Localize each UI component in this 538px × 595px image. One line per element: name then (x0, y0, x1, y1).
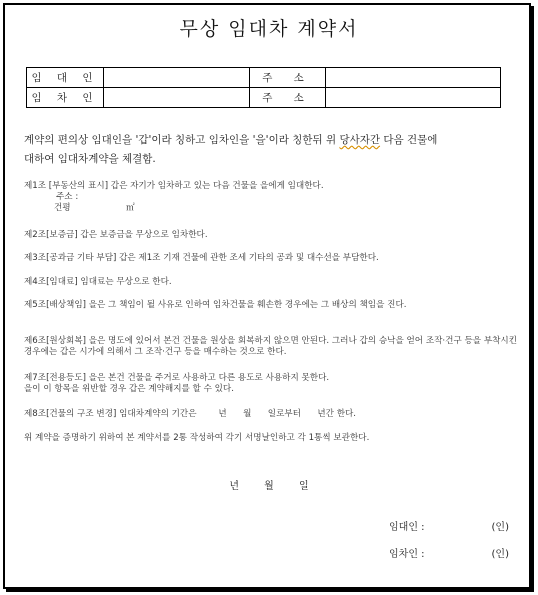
lessee-name-cell (104, 88, 250, 108)
article-1-unit: ㎡ (126, 203, 135, 213)
article-1-text: 제1조 [부동산의 표시] 갑은 자기가 임차하고 있는 다음 건물을 을에게 임대한다. (24, 181, 324, 191)
lessor-row (27, 68, 501, 88)
article-6: 제6조[원상회복] 을은 명도에 있어서 본건 건물을 원상을 회복하지 않으면 안된다. 그러나 갑의 승낙을 얻어 조작·건구 등을 부착시킨 경우에는 갑은 시가에 의해서 그 조작·건구 등을 매수하는 것으로 한다. (24, 336, 518, 357)
article-2: 제2조[보증금] 갑은 보증금을 무상으로 임차한다. (24, 230, 208, 240)
intro-text-line2: 대하여 임대차계약을 체결함. (24, 153, 156, 165)
article-1-address: 주소 : (56, 192, 79, 202)
date-line: 년 월 일 (229, 481, 309, 492)
lessee-row (27, 88, 501, 108)
lessor-signature-label: 임대인 : (389, 522, 425, 533)
article-7-line2: 을이 이 항목을 위반할 경우 갑은 계약해지를 할 수 있다. (24, 384, 234, 394)
article-4: 제4조[임대료] 임대료는 무상으로 한다. (24, 277, 172, 287)
lessor-label: 임 대 인 (27, 68, 104, 88)
article-5: 제5조[배상책임] 을은 그 책임이 될 사유로 인하여 임차건물을 훼손한 경우에는 그 배상의 책임을 진다. (24, 300, 407, 310)
lessor-address-cell (326, 68, 501, 88)
article-8: 제8조[건물의 구조 변경] 임대차계약의 기간은 년 월 일로부터 년간 한다. (24, 409, 357, 419)
article-1-building: 건평 (54, 203, 71, 213)
lessee-address-cell (326, 88, 501, 108)
lessor-name-cell (104, 68, 250, 88)
lessor-seal-mark: (인) (491, 522, 509, 533)
lessee-address-label: 주 소 (250, 88, 326, 108)
document-title: 무상 임대차 계약서 (179, 18, 359, 40)
article-3: 제3조[공과금 기타 부담] 갑은 제1조 기재 건물에 관한 조세 기타의 공과 및 대수선을 부담한다. (24, 253, 379, 263)
intro-text-2: 다음 건물에 (380, 134, 438, 146)
lessor-address-label: 주 소 (250, 68, 326, 88)
lessee-label: 임 차 인 (27, 88, 104, 108)
intro-text-1: 계약의 편의상 임대인을 '갑'이라 칭하고 임차인을 '을'이라 칭한뒤 위 (24, 134, 340, 146)
article-7-line1: 제7조[전용등도] 을은 본건 건물을 주거로 사용하고 다른 용도로 사용하지 못한다. (24, 373, 330, 383)
intro-highlight: 당사자간 (339, 134, 381, 146)
lessee-seal-mark: (인) (491, 549, 509, 560)
article-1 (24, 181, 520, 214)
article-7 (24, 373, 520, 395)
lessee-signature-label: 임차인 : (389, 549, 425, 560)
parties-table (26, 67, 501, 108)
intro-paragraph (24, 131, 514, 169)
closing-sentence: 위 계약을 증명하기 위하여 본 계약서를 2통 작성하여 각기 서명날인하고 각 1통씩 보관한다. (24, 433, 370, 443)
